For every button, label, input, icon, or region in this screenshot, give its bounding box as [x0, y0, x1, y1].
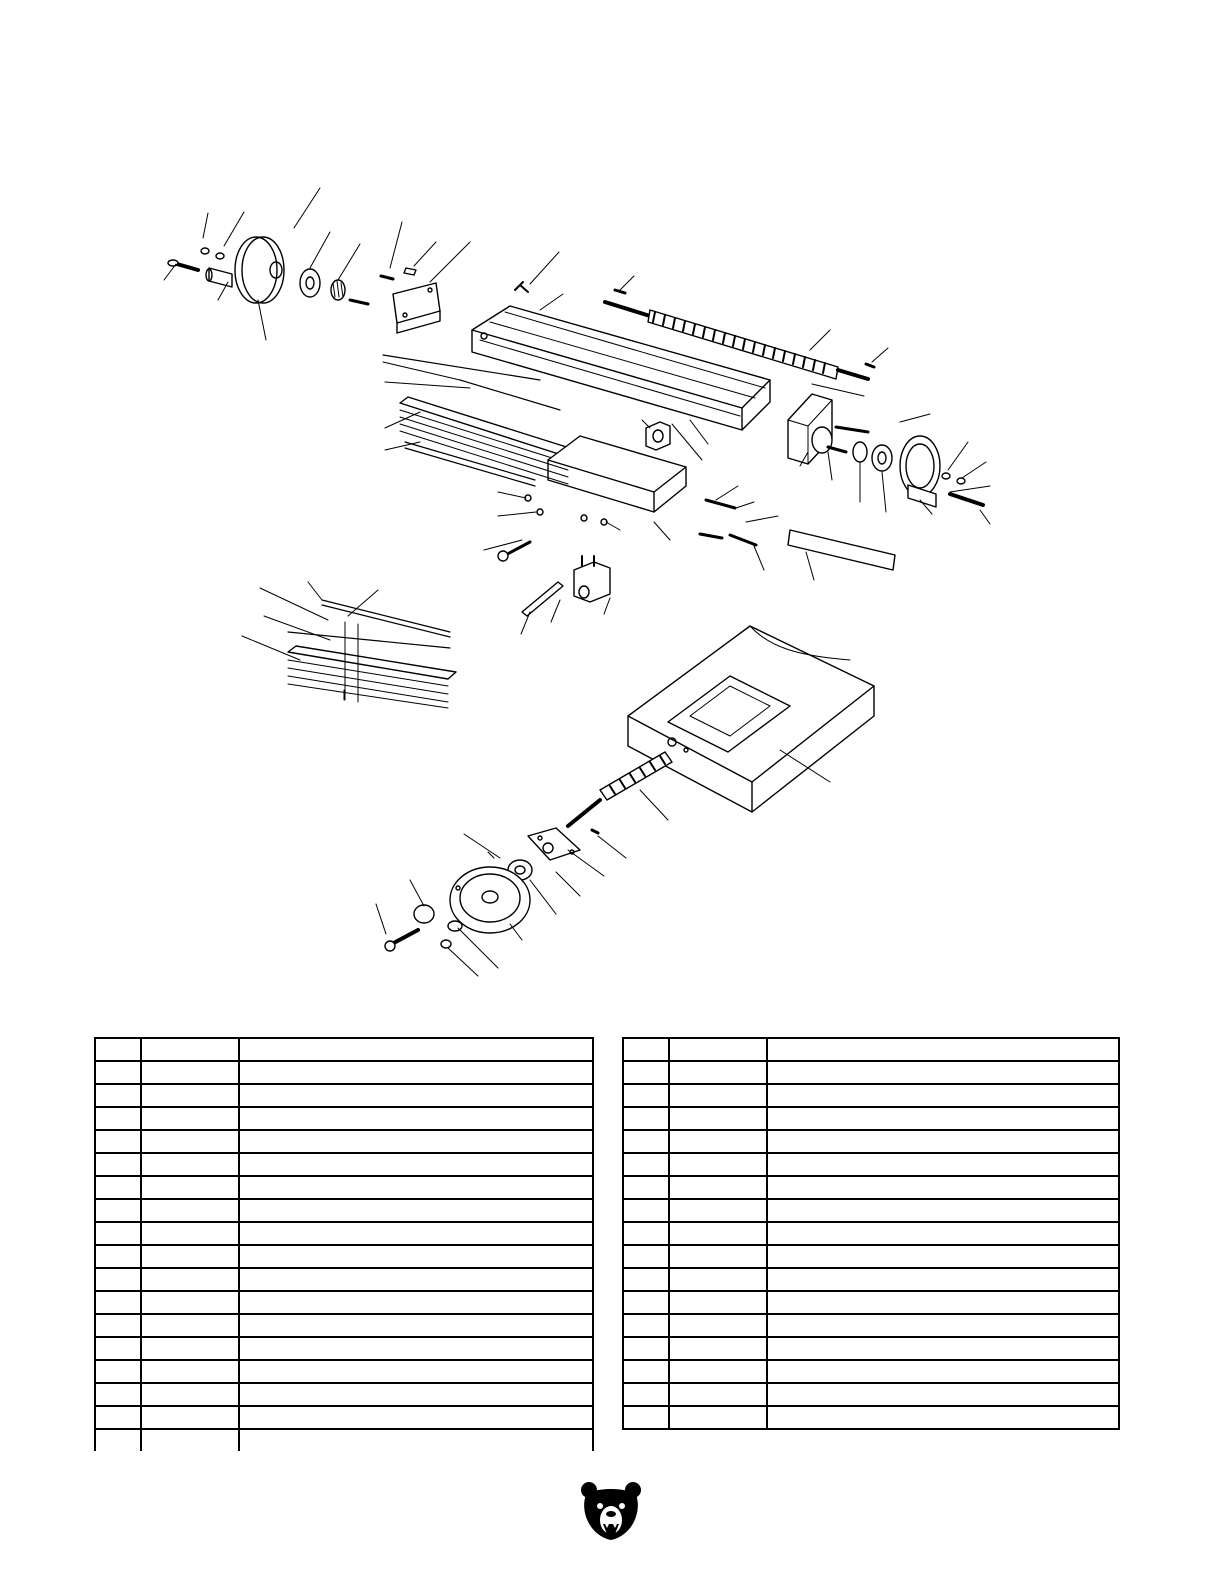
base-handwheel-assembly — [385, 752, 672, 951]
table-row — [95, 1429, 593, 1451]
table-row — [623, 1199, 1119, 1222]
table-row — [95, 1176, 593, 1199]
table-row — [623, 1153, 1119, 1176]
lock-block — [522, 556, 610, 616]
table-cell — [95, 1038, 141, 1061]
table-cell — [767, 1038, 1119, 1061]
table-row — [623, 1291, 1119, 1314]
table-cell — [239, 1038, 593, 1061]
table-row — [623, 1406, 1119, 1429]
parts-table-right — [622, 1037, 1120, 1430]
table-cell — [141, 1038, 239, 1061]
table-row — [623, 1222, 1119, 1245]
table-row — [623, 1337, 1119, 1360]
table-row — [95, 1268, 593, 1291]
table-row — [95, 1245, 593, 1268]
table-row — [95, 1153, 593, 1176]
table-row — [95, 1084, 593, 1107]
table-row — [623, 1360, 1119, 1383]
secondary-gib-assembly — [288, 600, 456, 708]
table-row — [95, 1337, 593, 1360]
table-row — [95, 1406, 593, 1429]
base-casting — [628, 626, 874, 812]
table-row — [95, 1107, 593, 1130]
parts-table-left — [94, 1037, 594, 1451]
table-header-row — [95, 1038, 593, 1061]
right-handwheel-assembly — [788, 394, 983, 570]
table-row — [623, 1383, 1119, 1406]
table-row — [95, 1291, 593, 1314]
table-row — [623, 1245, 1119, 1268]
table-row — [623, 1061, 1119, 1084]
table-row — [95, 1199, 593, 1222]
table-row — [95, 1383, 593, 1406]
bear-head-logo — [579, 1480, 643, 1542]
table-row — [623, 1176, 1119, 1199]
table-row — [95, 1061, 593, 1084]
table-row — [623, 1084, 1119, 1107]
table-row — [95, 1360, 593, 1383]
table-row — [95, 1314, 593, 1337]
table-cell — [623, 1038, 669, 1061]
table-row — [623, 1107, 1119, 1130]
table-row — [623, 1314, 1119, 1337]
table-cell — [669, 1038, 767, 1061]
table-row — [95, 1130, 593, 1153]
table-header-row — [623, 1038, 1119, 1061]
table-row — [623, 1268, 1119, 1291]
table-row — [95, 1222, 593, 1245]
table-row — [623, 1130, 1119, 1153]
table-casting — [472, 282, 770, 430]
left-handwheel-assembly — [168, 237, 440, 333]
